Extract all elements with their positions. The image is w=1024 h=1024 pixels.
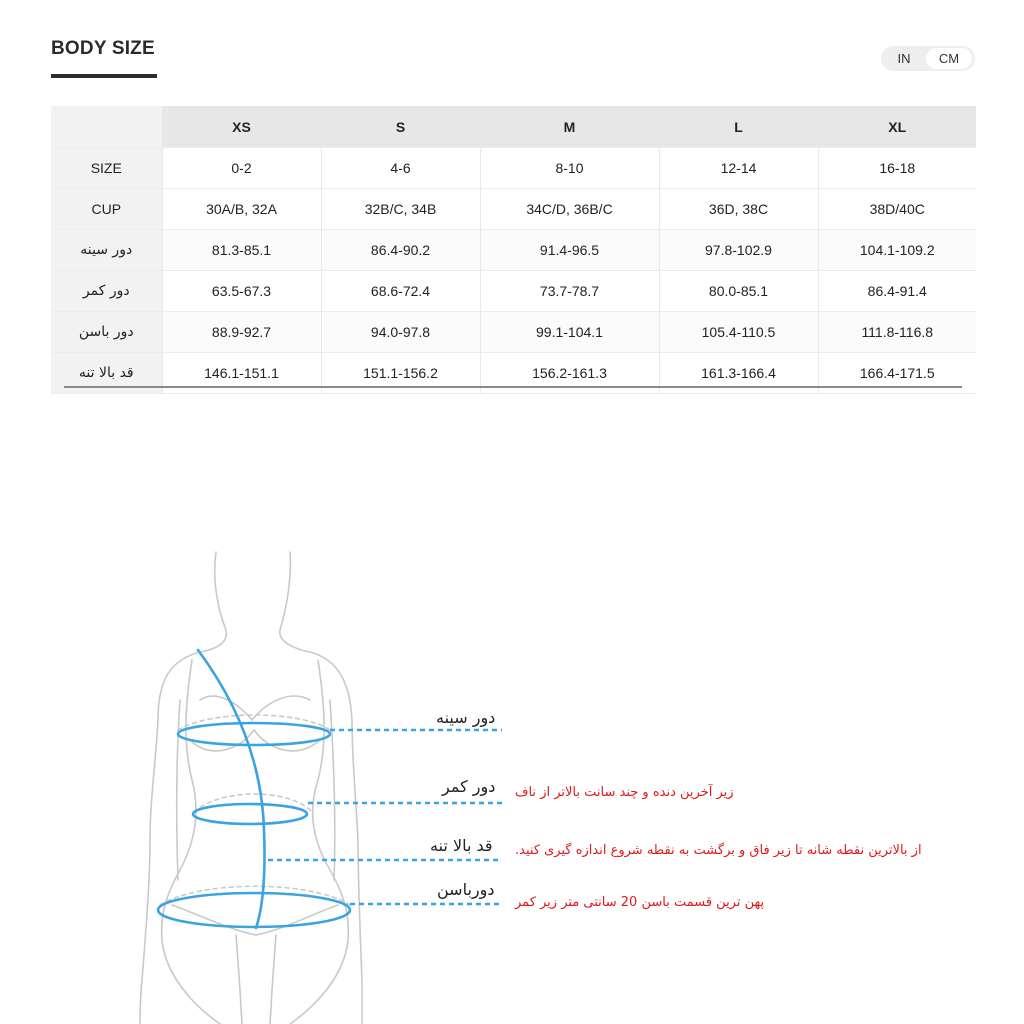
table-cell: 97.8-102.9: [659, 230, 818, 271]
unit-cm-button[interactable]: CM: [926, 48, 972, 69]
hip-note: پهن ترین قسمت باسن 20 سانتی متر زیر کمر: [515, 895, 765, 910]
title-underline: [51, 74, 157, 78]
header-cell-m: M: [480, 106, 659, 148]
unit-in-button[interactable]: IN: [897, 51, 911, 66]
table-cell: 166.4-171.5: [818, 353, 976, 394]
header-cell-xs: XS: [162, 106, 321, 148]
table-row-hip: [51, 312, 976, 353]
table-cell: 68.6-72.4: [321, 271, 480, 312]
table-cell: 0-2: [162, 148, 321, 189]
table-cell: 73.7-78.7: [480, 271, 659, 312]
table-bottom-line: [64, 386, 962, 388]
table-cell: 91.4-96.5: [480, 230, 659, 271]
size-table: [51, 106, 976, 394]
table-cell: 63.5-67.3: [162, 271, 321, 312]
table-cell: 146.1-151.1: [162, 353, 321, 394]
table-cell: 32B/C, 34B: [321, 189, 480, 230]
bust-measure-line: [178, 723, 330, 745]
table-cell: 8-10: [480, 148, 659, 189]
table-cell: 151.1-156.2: [321, 353, 480, 394]
header-cell-s: S: [321, 106, 480, 148]
table-cell: 36D, 38C: [659, 189, 818, 230]
row-label: SIZE: [51, 148, 162, 189]
bust-outline: [200, 696, 310, 720]
row-label: قد بالا تنه: [51, 353, 162, 394]
header-cell-xl: XL: [818, 106, 976, 148]
table-cell: 12-14: [659, 148, 818, 189]
right-leg: [270, 935, 276, 1024]
right-torso-side: [290, 660, 348, 1024]
right-inner-arm: [330, 700, 335, 880]
hip-label: دورباسن: [437, 880, 495, 899]
header-cell-empty: [51, 106, 162, 148]
table-cell: 86.4-91.4: [818, 271, 976, 312]
table-cell: 86.4-90.2: [321, 230, 480, 271]
row-label: دور باسن: [51, 312, 162, 353]
neck-outline: [200, 552, 226, 652]
waist-note: زیر آخرین دنده و چند سانت بالاتر از ناف: [515, 785, 734, 800]
left-torso-side: [162, 660, 220, 1024]
bust-lower: [190, 730, 320, 751]
table-row-size: [51, 148, 976, 189]
left-inner-arm: [177, 700, 180, 880]
table-header-row: [51, 106, 976, 148]
table-cell: 105.4-110.5: [659, 312, 818, 353]
table-cell: 16-18: [818, 148, 976, 189]
table-cell: 104.1-109.2: [818, 230, 976, 271]
table-row-cup: [51, 189, 976, 230]
waist-label: دور کمر: [442, 777, 496, 796]
bust-label: دور سینه: [436, 708, 496, 727]
table-cell: 34C/D, 36B/C: [480, 189, 659, 230]
row-label: دور کمر: [51, 271, 162, 312]
table-row-bust: [51, 230, 976, 271]
waist-measure-line: [193, 804, 307, 824]
table-cell: 38D/40C: [818, 189, 976, 230]
header-cell-l: L: [659, 106, 818, 148]
bikini-line: [172, 905, 338, 935]
neck-outline-right: [280, 552, 310, 652]
table-cell: 111.8-116.8: [818, 312, 976, 353]
table-cell: 99.1-104.1: [480, 312, 659, 353]
page-title: BODY SIZE: [51, 38, 155, 59]
table-cell: 94.0-97.8: [321, 312, 480, 353]
unit-toggle: [881, 46, 975, 71]
table-cell: 30A/B, 32A: [162, 189, 321, 230]
table-cell: 4-6: [321, 148, 480, 189]
left-leg: [236, 935, 242, 1024]
row-label: دور سینه: [51, 230, 162, 271]
hip-guide-dashed: [160, 886, 350, 905]
torso-label: قد بالا تنه: [430, 836, 493, 855]
body-figure-illustration: [0, 530, 1024, 1024]
table-cell: 80.0-85.1: [659, 271, 818, 312]
table-cell: 161.3-166.4: [659, 353, 818, 394]
torso-note: از بالاترین نقطه شانه تا زیر فاق و برگشت به نقطه شروع اندازه گیری کنید.: [515, 843, 922, 858]
table-row-waist: [51, 271, 976, 312]
table-cell: 88.9-92.7: [162, 312, 321, 353]
table-cell: 156.2-161.3: [480, 353, 659, 394]
table-cell: 81.3-85.1: [162, 230, 321, 271]
row-label: CUP: [51, 189, 162, 230]
right-shoulder-arm: [310, 652, 362, 1024]
